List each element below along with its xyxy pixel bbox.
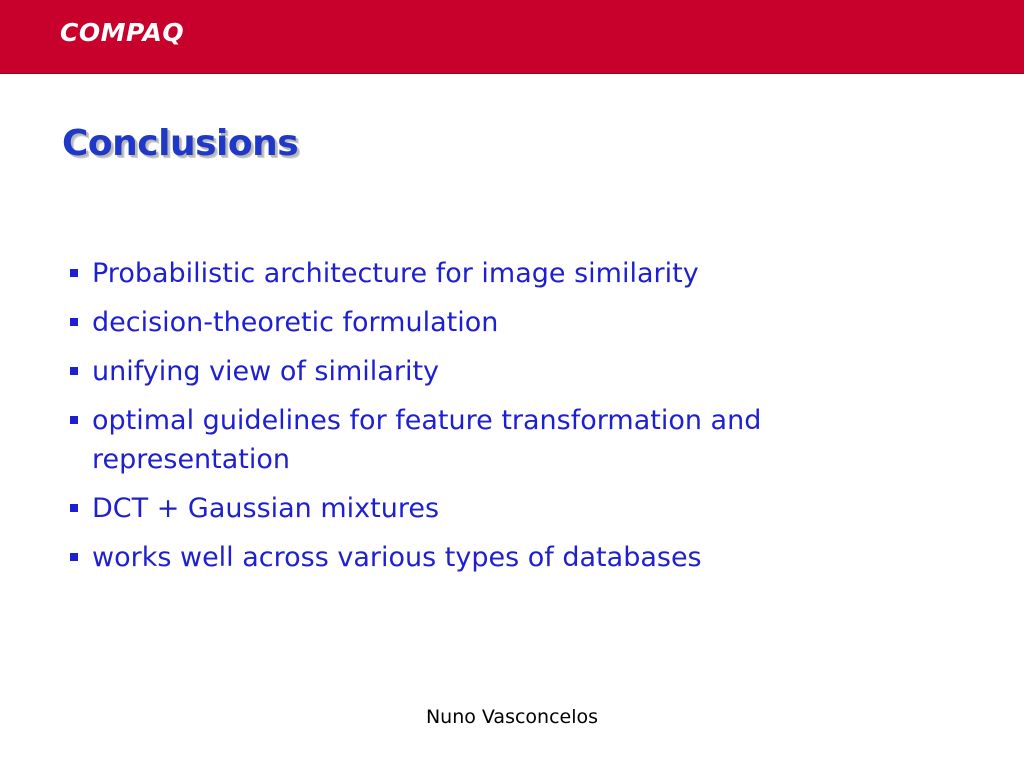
- compaq-logo: COMPAQ: [60, 18, 185, 47]
- bullet-item: [66, 401, 946, 479]
- header-bar: [0, 0, 1024, 74]
- bullet-text: Probabilistic architecture for image similarity: [92, 258, 699, 289]
- bullet-text: unifying view of similarity: [92, 356, 440, 387]
- square-bullet-icon: [70, 367, 78, 375]
- bullet-item: [66, 303, 946, 342]
- square-bullet-icon: [70, 504, 78, 512]
- square-bullet-icon: [70, 269, 78, 277]
- bullet-item: [66, 538, 946, 577]
- bullet-text: decision-theoretic formulation: [92, 307, 499, 338]
- footer-author: Nuno Vasconcelos: [425, 706, 599, 728]
- bullet-item: [66, 352, 946, 391]
- slide-title: Conclusions: [62, 123, 299, 164]
- square-bullet-icon: [70, 318, 78, 326]
- bullet-text: optimal guidelines for feature transformation and representation: [92, 405, 762, 475]
- bullet-list: [66, 254, 946, 587]
- square-bullet-icon: [70, 416, 78, 424]
- bullet-text: DCT + Gaussian mixtures: [92, 493, 440, 524]
- bullet-text: works well across various types of databases: [92, 542, 702, 573]
- bullet-item: [66, 254, 946, 293]
- square-bullet-icon: [70, 553, 78, 561]
- bullet-item: [66, 489, 946, 528]
